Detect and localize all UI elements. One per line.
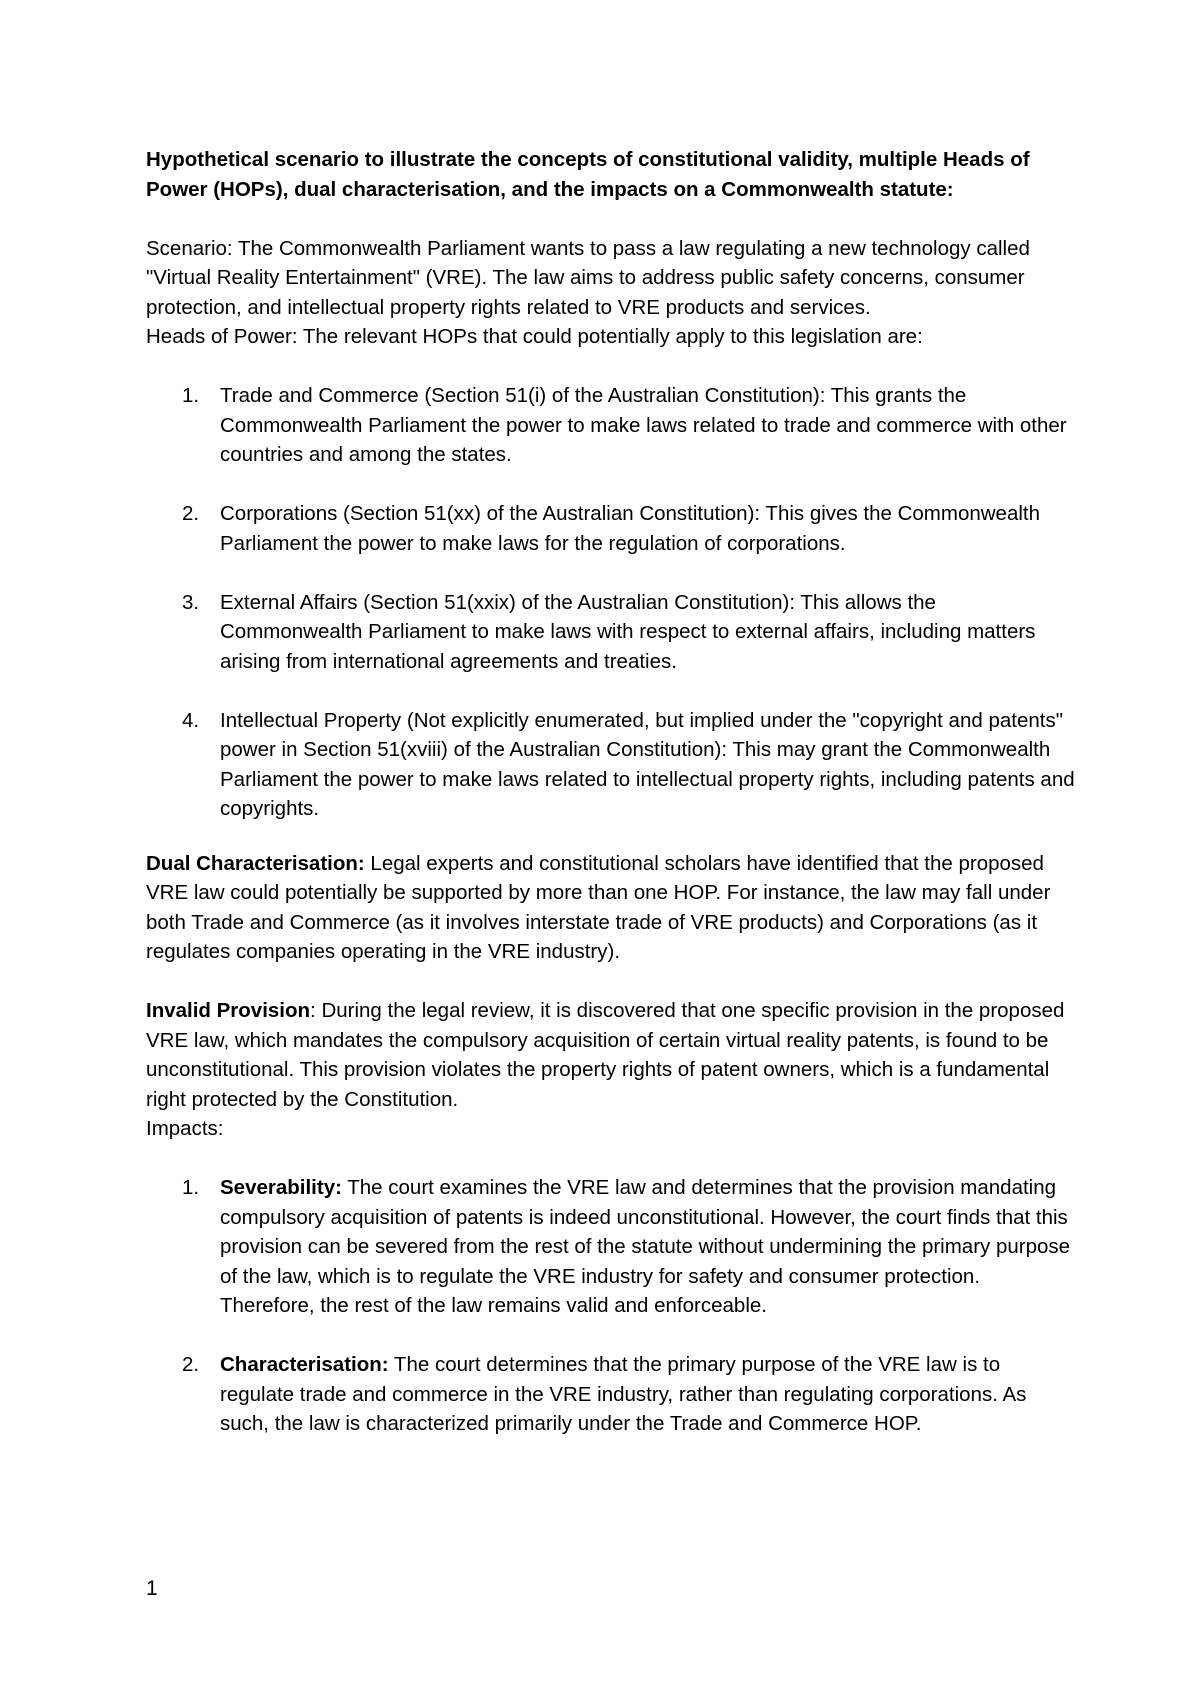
document-body — [146, 145, 1076, 1468]
impact-text: The court examines the VRE law and determines that the provision mandating compulsory acquisition of patents is indeed unconstitutional. However, the court finds that this provision can be severed from the rest of the statute without undermining the primary purpose of the law, which is to regulate the VRE industry for safety and consumer protection. Therefore, the rest of the law remains valid and enforceable. — [220, 1176, 1071, 1317]
invalid-provision-paragraph — [146, 996, 1076, 1114]
list-item — [146, 706, 1076, 824]
dual-characterisation-text: Legal experts and constitutional scholars have identified that the proposed VRE law could potentially be supported by more than one HOP. For instance, the law may fall under both Trade and Commerce (as it involves interstate trade of VRE products) and Corporations (as it regulates companies operating in the VRE industry). — [146, 851, 1051, 963]
page-number: 1 — [146, 1577, 158, 1600]
list-item-text: External Affairs (Section 51(xxix) of the Australian Constitution): This allows the Commonwealth Parliament to make laws with respect to external affairs, including matters arising from international agreements and treaties. — [220, 590, 1036, 673]
list-number: 2. — [182, 1353, 200, 1376]
impact-text: The court determines that the primary purpose of the VRE law is to regulate trade and commerce in the VRE industry, rather than regulating corporations. As such, the law is characterized primarily under the Trade and Commerce HOP. — [220, 1353, 1027, 1435]
list-item — [146, 588, 1076, 677]
list-item-text: Corporations (Section 51(xx) of the Australian Constitution): This gives the Commonwealth Parliament the power to make laws for the regulation of corporations. — [220, 502, 1041, 555]
list-number: 1. — [182, 1176, 200, 1199]
impact-label: Characterisation: — [220, 1353, 389, 1376]
invalid-provision-text: : During the legal review, it is discovered that one specific provision in the proposed VRE law, which mandates the compulsory acquisition of certain virtual reality patents, is found to be unconstitutional. This provision violates the property rights of patent owners, which is a fundamental right protected by the Constitution. — [146, 999, 1065, 1111]
list-number: 1. — [182, 384, 200, 407]
dual-characterisation-paragraph — [146, 849, 1076, 967]
list-item-text: Intellectual Property (Not explicitly enumerated, but implied under the "copyright and patents" power in Section 51(xviii) of the Australian Constitution): This may grant the Commonwealth Parliament the power to make laws related to intellectual property rights, including patents and copyrights. — [220, 708, 1075, 820]
invalid-provision-label: Invalid Provision — [146, 999, 311, 1022]
impact-label: Severability: — [220, 1176, 342, 1199]
dual-characterisation-label: Dual Characterisation: — [146, 851, 365, 875]
impacts-heading: Impacts: — [146, 1117, 224, 1140]
list-item-text: Trade and Commerce (Section 51(i) of the Australian Constitution): This grants the Commonwealth Parliament the power to make laws related to trade and commerce with other countries and among the states. — [220, 384, 1067, 466]
list-number: 4. — [182, 708, 200, 732]
list-item — [146, 499, 1076, 558]
document-title: Hypothetical scenario to illustrate the concepts of constitutional validity, multiple Heads of Power (HOPs), dual characterisation, and the impacts on a Commonwealth statute: — [146, 148, 1030, 201]
list-item — [146, 1173, 1076, 1321]
heads-of-power-intro: Heads of Power: The relevant HOPs that could potentially apply to this legislation are: — [146, 325, 923, 348]
impacts-list — [146, 1173, 1076, 1439]
list-number: 2. — [182, 502, 200, 525]
list-item — [146, 1350, 1076, 1439]
scenario-paragraph: Scenario: The Commonwealth Parliament wants to pass a law regulating a new technology called "Virtual Reality Entertainment" (VRE). The law aims to address public safety concerns, consumer protection, and intellectual property rights related to VRE products and services. — [146, 236, 1030, 319]
list-number: 3. — [182, 590, 200, 614]
list-item — [146, 381, 1076, 470]
heads-of-power-list — [146, 381, 1076, 824]
